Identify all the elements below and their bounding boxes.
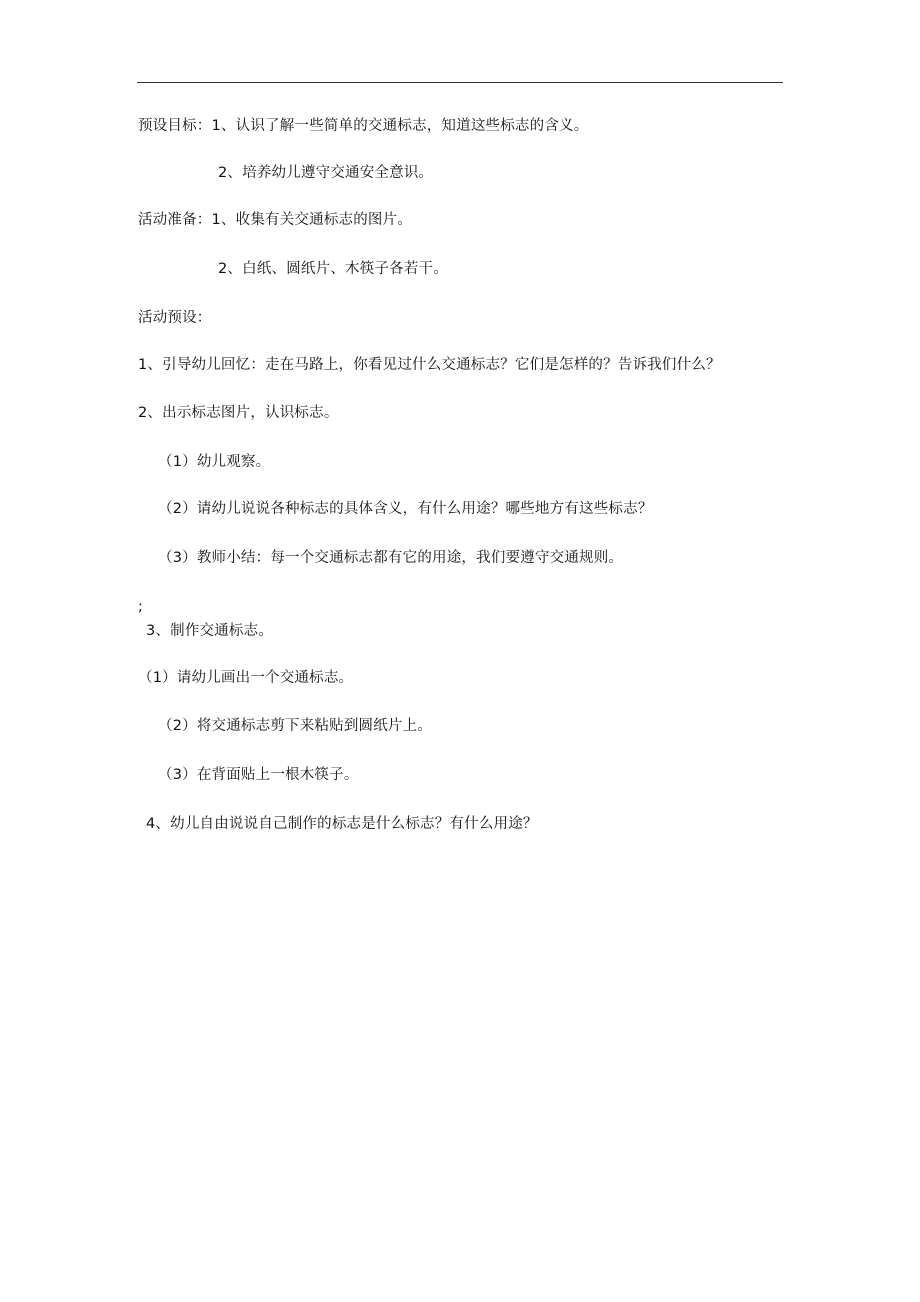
- header-rule: [137, 82, 783, 83]
- step-2-sub-1: （1）幼儿观察。: [158, 454, 271, 470]
- step-2: 2、出示标志图片，认识标志。: [138, 405, 339, 421]
- activity-heading: 活动预设：: [138, 310, 212, 326]
- stray-mark: ;: [138, 599, 144, 615]
- prep-line-1: 活动准备：1、收集有关交通标志的图片。: [138, 212, 413, 228]
- step-3-sub-3: （3）在背面贴上一根木筷子。: [158, 767, 359, 783]
- goal-line-1: 预设目标：1、认识了解一些简单的交通标志，知道这些标志的含义。: [138, 118, 589, 134]
- step-2-sub-2: （2）请幼儿说说各种标志的具体含义，有什么用途？哪些地方有这些标志？: [158, 501, 653, 517]
- step-4: 4、幼儿自由说说自己制作的标志是什么标志？有什么用途？: [146, 816, 538, 832]
- step-2-sub-3: （3）教师小结：每一个交通标志都有它的用途，我们要遵守交通规则。: [158, 550, 624, 566]
- step-3-sub-2: （2）将交通标志剪下来粘贴到圆纸片上。: [158, 718, 433, 734]
- goal-line-2: 2、培养幼儿遵守交通安全意识。: [218, 165, 434, 181]
- step-3: 3、制作交通标志。: [146, 623, 274, 639]
- step-1: 1、引导幼儿回忆：走在马路上，你看见过什么交通标志？它们是怎样的？告诉我们什么？: [138, 357, 721, 373]
- step-3-sub-1: （1）请幼儿画出一个交通标志。: [138, 670, 354, 686]
- prep-line-2: 2、白纸、圆纸片、木筷子各若干。: [218, 261, 448, 277]
